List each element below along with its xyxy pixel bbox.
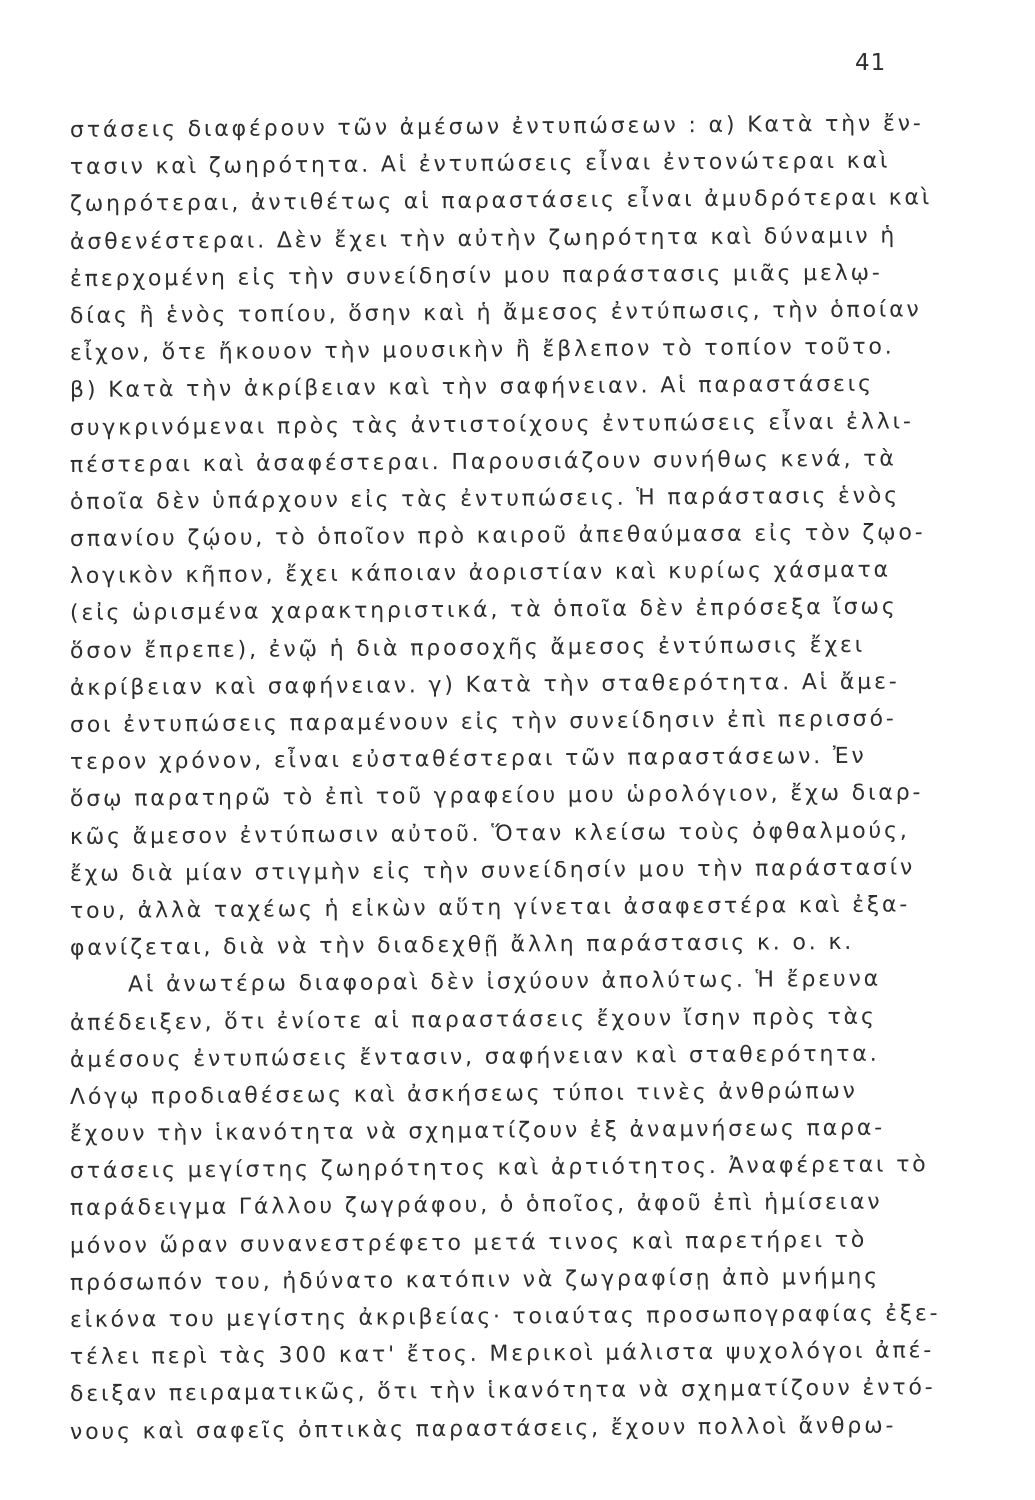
text-line: ἔχω διὰ μίαν στιγμὴν εἰς τὴν συνείδησίν μου τὴν παράστασίν: [69, 855, 916, 887]
text-line: ὁποῖα δὲν ὑπάρχουν εἰς τὰς ἐντυπώσεις. Ἡ παράστασις ἑνὸς: [69, 483, 901, 515]
body-text: [70, 112, 940, 1451]
text-line: φανίζεται, διὰ νὰ τὴν διαδεχθῇ ἄλλη παράστασις κ. ο. κ.: [69, 929, 855, 962]
text-line: στάσεις διαφέρουν τῶν ἀμέσων ἐντυπώσεων : α) Κατὰ τὴν ἔν-: [69, 111, 924, 143]
text-line: δειξαν πειραματικῶς, ὅτι τὴν ἱκανότητα νὰ σχηματίζουν ἐντό-: [69, 1375, 936, 1408]
text-line: τερον χρόνον, εἶναι εὐσταθέστεραι τῶν παραστάσεων. Ἐν: [69, 743, 867, 776]
text-line: εἰκόνα του μεγίστης ἀκριβείας· τοιαύτας προσωπογραφίας ἐξε-: [69, 1301, 941, 1333]
text-line: ἐπερχομένη εἰς τὴν συνείδησίν μου παράστασις μιᾶς μελῳ-: [69, 260, 883, 292]
text-line: σπανίου ζῴου, τὸ ὁποῖον πρὸ καιροῦ ἀπεθαύμασα εἰς τὸν ζῳο-: [69, 520, 926, 553]
text-line: ἀμέσους ἐντυπώσεις ἔντασιν, σαφήνειαν καὶ σταθερότητα.: [69, 1041, 880, 1073]
text-line: σοι ἐντυπώσεις παραμένουν εἰς τὴν συνείδησιν ἐπὶ περισσό-: [69, 706, 897, 738]
text-line: Αἱ ἀνωτέρω διαφοραὶ δὲν ἰσχύουν ἀπολύτως. Ἡ ἔρευνα: [127, 966, 882, 998]
text-line: λογικὸν κῆπον, ἔχει κάποιαν ἀοριστίαν καὶ κυρίως χάσματα: [69, 557, 892, 590]
text-line: ἔχουν τὴν ἱκανότητα νὰ σχηματίζουν ἐξ ἀναμνήσεως παρα-: [69, 1115, 886, 1148]
text-line: πέστεραι καὶ ἀσαφέστεραι. Παρουσιάζουν συνήθως κενά, τὰ: [69, 446, 897, 478]
text-line: ἀπέδειξεν, ὅτι ἐνίοτε αἱ παραστάσεις ἔχουν ἴσην πρὸς τὰς: [69, 1004, 877, 1036]
text-line: μόνον ὥραν συνανεστρέφετο μετά τινος καὶ παρετήρει τὸ: [69, 1227, 868, 1259]
text-line: τέλει περὶ τὰς 300 κατ' ἔτος. Μερικοὶ μάλιστα ψυχολόγοι ἀπέ-: [69, 1338, 935, 1371]
text-line: ὅσον ἔπρεπε), ἐνῷ ἡ διὰ προσοχῆς ἄμεσος ἐντύπωσις ἔχει: [69, 632, 866, 664]
text-line: Λόγῳ προδιαθέσεως καὶ ἀσκήσεως τύποι τινὲς ἀνθρώπων: [69, 1078, 858, 1110]
text-line: συγκρινόμεναι πρὸς τὰς ἀντιστοίχους ἐντυπώσεις εἶναι ἐλλι-: [69, 408, 914, 441]
text-line: (εἰς ὡρισμένα χαρακτηριστικά, τὰ ὁποῖα δὲν ἐπρόσεξα ἴσως: [69, 594, 898, 627]
text-line: τασιν καὶ ζωηρότητα. Αἱ ἐντυπώσεις εἶναι ἐντονώτεραι καὶ: [69, 148, 891, 181]
text-line: του, ἀλλὰ ταχέως ἡ εἰκὼν αὕτη γίνεται ἀσαφεστέρα καὶ ἐξα-: [69, 892, 911, 924]
text-line: νους καὶ σαφεῖς ὀπτικὰς παραστάσεις, ἔχουν πολλοὶ ἄνθρω-: [69, 1413, 897, 1445]
text-line: πρόσωπόν του, ἠδύνατο κατόπιν νὰ ζωγραφίσῃ ἀπὸ μνήμης: [69, 1264, 881, 1296]
page-number: 41: [855, 50, 887, 76]
text-line: εἶχον, ὅτε ἤκουον τὴν μουσικὴν ἢ ἔβλεπον τὸ τοπίον τοῦτο.: [69, 334, 895, 367]
text-line: κῶς ἄμεσον ἐντύπωσιν αὐτοῦ. Ὅταν κλείσω τοὺς ὀφθαλμούς,: [69, 817, 910, 850]
text-line: ζωηρότεραι, ἀντιθέτως αἱ παραστάσεις εἶναι ἀμυδρότεραι καὶ: [69, 185, 933, 218]
text-line: ἀσθενέστεραι. Δὲν ἔχει τὴν αὐτὴν ζωηρότητα καὶ δύναμιν ἡ: [69, 223, 898, 255]
text-line: β) Κατὰ τὴν ἀκρίβειαν καὶ τὴν σαφήνειαν. Αἱ παραστάσεις: [69, 371, 874, 404]
text-line: στάσεις μεγίστης ζωηρότητος καὶ ἀρτιότητος. Ἀναφέρεται τὸ: [69, 1152, 929, 1185]
text-line: ἀκρίβειαν καὶ σαφήνειαν. γ) Κατὰ τὴν σταθερότητα. Αἱ ἄμε-: [69, 669, 900, 701]
text-line: δίας ἢ ἑνὸς τοπίου, ὅσην καὶ ἡ ἄμεσος ἐντύπωσις, τὴν ὁποίαν: [69, 297, 922, 329]
text-line: παράδειγμα Γάλλου ζωγράφου, ὁ ὁποῖος, ἀφοῦ ἐπὶ ἡμίσειαν: [69, 1190, 883, 1222]
text-line: ὅσῳ παρατηρῶ τὸ ἐπὶ τοῦ γραφείου μου ὡρολόγιον, ἔχω διαρ-: [69, 780, 924, 813]
